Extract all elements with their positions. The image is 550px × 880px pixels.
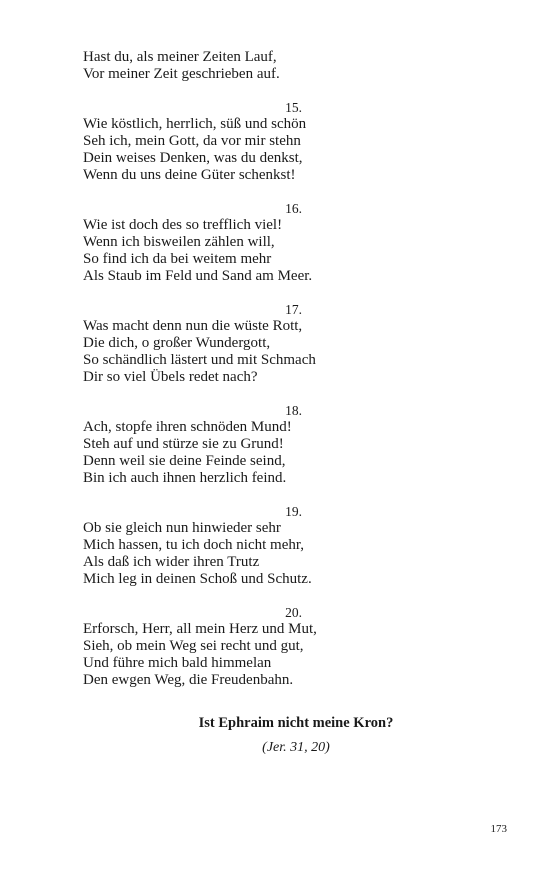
scripture-reference-text: (Jer. 31, 20) [262,740,330,755]
stanza-17 [83,301,383,386]
poem-line: So find ich da bei weitem mehr [83,251,272,267]
poem-line: Den ewgen Weg, die Freudenbahn. [83,672,294,688]
poem-line: Wenn ich bisweilen zählen will, [83,234,275,250]
stanza-20 [83,604,383,689]
intro-lines [83,49,383,83]
poem-line: Und führe mich bald himmelan [83,655,272,671]
next-hymn-title-text: Ist Ephraim nicht meine Kron? [198,715,394,731]
poem-line: Erforsch, Herr, all mein Herz und Mut, [83,621,317,637]
stanza-number: 15. [285,100,302,115]
stanza-16 [83,200,383,285]
poem-line: Mich leg in deinen Schoß und Schutz. [83,571,312,587]
poem-line: Wenn du uns deine Güter schenkst! [83,167,296,183]
stanza-number: 16. [285,201,302,216]
poem-line: Bin ich auch ihnen herzlich feind. [83,470,287,486]
stanza-number: 19. [285,504,302,519]
poem-line: Ach, stopfe ihren schnöden Mund! [83,419,292,435]
page-number: 173 [490,823,507,835]
stanza-15 [83,99,383,184]
poem-line: Als Staub im Feld und Sand am Meer. [83,268,313,284]
poem-line: Was macht denn nun die wüste Rott, [83,318,303,334]
poem-line: Hast du, als meiner Zeiten Lauf, [83,49,277,65]
stanza-number: 20. [285,605,302,620]
poem-line: So schändlich lästert und mit Schmach [83,352,316,368]
poem-line: Ob sie gleich nun hinwieder sehr [83,520,281,536]
poem-line: Als daß ich wider ihren Trutz [83,554,260,570]
poem-line: Dein weises Denken, was du denkst, [83,150,303,166]
scripture-reference [0,739,550,757]
poem-line: Steh auf und stürze sie zu Grund! [83,436,284,452]
poem-line: Mich hassen, tu ich doch nicht mehr, [83,537,305,553]
poem-line: Die dich, o großer Wundergott, [83,335,271,351]
stanza-number: 17. [285,302,302,317]
poem-line: Dir so viel Übels redet nach? [83,369,258,385]
poem-line: Sieh, ob mein Weg sei recht und gut, [83,638,304,654]
poem-line: Wie ist doch des so trefflich viel! [83,217,283,233]
poem-line: Vor meiner Zeit geschrieben auf. [83,66,280,82]
poem-line: Denn weil sie deine Feinde seind, [83,453,286,469]
next-hymn-title [0,714,550,732]
stanza-number: 18. [285,403,302,418]
poem-line: Seh ich, mein Gott, da vor mir stehn [83,133,301,149]
stanza-18 [83,402,383,487]
poem-line: Wie köstlich, herrlich, süß und schön [83,116,307,132]
poem-text [83,49,383,689]
stanza-19 [83,503,383,588]
